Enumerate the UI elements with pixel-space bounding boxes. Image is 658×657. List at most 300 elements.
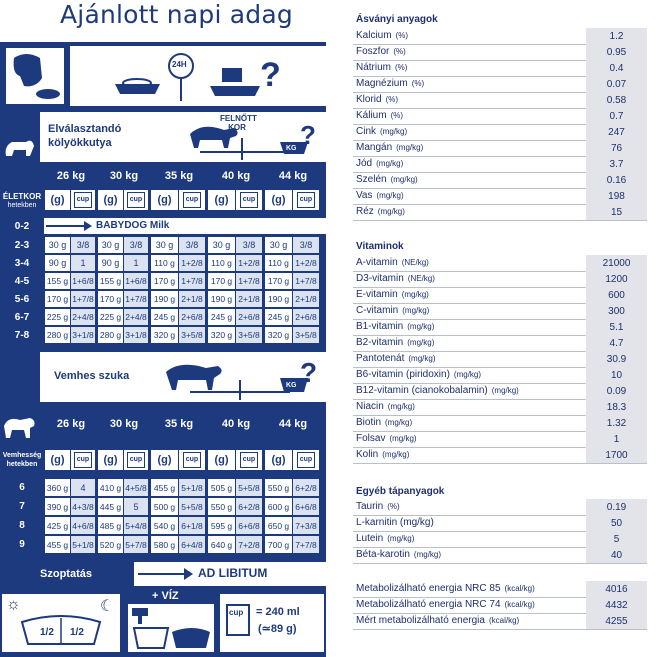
cups-cell: 7+2/8 (236, 536, 262, 553)
grams-cell: 30 g (208, 237, 235, 253)
nutrient-name: Béta-karotin (356, 549, 410, 560)
nutrient-value: 1700 (586, 447, 647, 463)
preg-weight-26: 26 kg (56, 418, 86, 430)
grams-cell: 410 g (98, 479, 123, 496)
kg-label: KG (286, 145, 297, 152)
grams-cell: 110 g (208, 255, 235, 271)
grams-header: (g) (45, 190, 70, 210)
cups-cell: 2+6/8 (179, 309, 205, 325)
nutrient-unit: (mg/kg) (396, 143, 424, 152)
nutrient-name: Taurin (356, 501, 384, 512)
svg-text:?: ? (300, 120, 316, 150)
grams-cell: 485 g (98, 517, 123, 534)
nutrient-row (353, 597, 647, 614)
cups-cell: 1+7/8 (124, 291, 148, 307)
feeding-row (0, 236, 326, 254)
nutrient-unit: (mg/kg) (382, 450, 410, 459)
nutrient-value: 0.09 (586, 383, 647, 399)
nutrient-value: 0.4 (586, 60, 647, 76)
cups-cell: 7+3/8 (293, 517, 319, 534)
nutrient-unit: (mg/kg) (413, 550, 442, 559)
nutrient-name: Klorid (356, 94, 382, 105)
feeding-row (0, 478, 326, 497)
adult-dog-scale-icon (180, 114, 320, 160)
nutrient-unit: (%) (385, 95, 399, 104)
pregnant-dog-scale-icon (160, 354, 320, 400)
weight-40: 40 kg (221, 170, 251, 182)
nutrient-value: 4255 (586, 613, 647, 629)
nutrient-unit: (%) (395, 31, 409, 40)
cup-icon: cup (293, 190, 319, 210)
nutrient-row (353, 124, 647, 141)
nutrient-row (353, 367, 647, 384)
age-label: ÉLETKOR (2, 192, 42, 201)
cup-icon: cup (236, 450, 262, 470)
nutrient-name: Foszfor (356, 46, 390, 57)
nutrient-row (353, 76, 647, 93)
weight-35: 35 kg (164, 170, 194, 182)
nutrient-name: Magnézium (356, 78, 408, 89)
nutrient-name: E-vitamin (356, 289, 398, 300)
nutrient-name: Lutein (356, 533, 384, 544)
grams-cell: 505 g (208, 479, 235, 496)
nutrient-value: 1200 (586, 271, 647, 287)
row-age: 2-3 (14, 239, 30, 251)
nutrient-unit: (NE/kg) (401, 258, 429, 267)
feeding-row (0, 326, 326, 344)
nutrient-value: 5 (586, 531, 647, 547)
nutrient-row (353, 255, 647, 272)
grams-cell: 520 g (98, 536, 123, 553)
grams-header: (g) (208, 190, 235, 210)
grams-cell: 30 g (98, 237, 123, 253)
grams-cell: 320 g (151, 327, 178, 343)
nutrient-unit: (kcal/kg) (504, 584, 535, 593)
grams-cell: 110 g (265, 255, 292, 271)
nutrient-name: Cink (356, 126, 377, 137)
cups-cell: 4+5/8 (124, 479, 148, 496)
grams-cell: 30 g (45, 237, 70, 253)
nutrient-name: Kalcium (356, 30, 392, 41)
nutrient-unit: (mg/kg) (389, 434, 417, 443)
feeding-row (0, 290, 326, 308)
row-age: 7-8 (14, 329, 30, 341)
grams-cell: 170 g (151, 273, 178, 289)
nutrient-value: 0.7 (586, 108, 647, 124)
milk-age: 0-2 (0, 218, 44, 234)
cups-cell: 5+5/8 (236, 479, 262, 496)
cups-cell: 1+2/8 (236, 255, 262, 271)
grams-cell: 225 g (98, 309, 123, 325)
cups-cell: 5+1/8 (179, 479, 205, 496)
grams-cell: 320 g (208, 327, 235, 343)
nutrient-name: Nátrium (356, 62, 392, 73)
nutrient-row (353, 531, 647, 548)
svg-text:?: ? (300, 357, 318, 388)
nutrient-name: L-karnitin (mg/kg) (356, 517, 434, 528)
cups-cell: 5+4/8 (124, 517, 148, 534)
nutrient-row (353, 172, 647, 189)
nutrient-name: A-vitamin (356, 257, 398, 268)
cups-cell: 3/8 (236, 237, 262, 253)
page-title: Ajánlott napi adag (60, 0, 293, 29)
grams-cell: 245 g (208, 309, 235, 325)
cups-cell: 3+5/8 (179, 327, 205, 343)
nutrient-name: D3-vitamin (356, 273, 404, 284)
grams-cell: 190 g (151, 291, 178, 307)
cups-cell: 3+5/8 (293, 327, 319, 343)
nutrient-unit: (%) (387, 502, 400, 511)
nutrient-row (353, 415, 647, 432)
nutrient-row (353, 156, 647, 173)
nutrient-name: Kolin (356, 449, 379, 460)
cups-cell: 1+2/8 (179, 255, 205, 271)
nutrient-row (353, 581, 647, 598)
grams-cell: 600 g (265, 498, 292, 515)
nutrient-row (353, 547, 647, 564)
grams-cell: 245 g (265, 309, 292, 325)
lactation-row (0, 562, 326, 586)
grams-cell: 170 g (98, 291, 123, 307)
grams-header: (g) (98, 450, 123, 470)
nutrient-value: 1.2 (586, 28, 647, 44)
nutrient-unit: (mg/kg) (387, 534, 415, 543)
row-age: 8 (19, 520, 25, 531)
nutrient-unit: (NE/kg) (407, 274, 435, 283)
grams-cell: 280 g (45, 327, 70, 343)
cup-icon: cup (71, 190, 95, 210)
puppy-header (0, 108, 326, 166)
grams-cell: 90 g (98, 255, 123, 271)
grams-cell: 360 g (45, 479, 70, 496)
feeding-row (0, 308, 326, 326)
adult-label: FELNŐTT KOR (220, 114, 257, 132)
grams-cell: 225 g (45, 309, 70, 325)
cups-cell: 6+4/8 (179, 536, 205, 553)
24h-label: 24H (172, 60, 187, 69)
nutrient-unit: (mg/kg) (407, 338, 435, 347)
grams-header: (g) (265, 450, 292, 470)
nutrient-unit: (mg/kg) (407, 322, 435, 331)
cups-cell: 3+5/8 (236, 327, 262, 343)
grams-cell: 640 g (208, 536, 235, 553)
water-tap-icon (124, 590, 216, 655)
half-1: 1/2 (40, 627, 54, 638)
daily-ration-icon (70, 46, 326, 106)
cups-cell: 1+2/8 (293, 255, 319, 271)
nutrient-row (353, 515, 647, 532)
nutrient-unit: (mg/kg) (376, 159, 404, 168)
nutrient-value: 5.1 (586, 319, 647, 335)
preg-weight-30: 30 kg (109, 418, 139, 430)
cup-equivalence (220, 594, 324, 652)
half-2: 1/2 (70, 627, 84, 638)
nutrient-name: C-vitamin (356, 305, 399, 316)
dog-head-bowl-icon (6, 48, 64, 104)
nutrient-name: B2-vitamin (356, 337, 404, 348)
nutrient-unit: (mg/kg) (385, 418, 413, 427)
grams-cell: 550 g (208, 498, 235, 515)
nutrient-unit: (%) (395, 63, 408, 72)
grams-cell: 170 g (208, 273, 235, 289)
grams-cell: 425 g (45, 517, 70, 534)
grams-cell: 190 g (208, 291, 235, 307)
cups-cell: 5+7/8 (124, 536, 148, 553)
cups-cell: 4+6/8 (71, 517, 95, 534)
nutrient-name: Mért metabolizálható energia (356, 615, 485, 626)
grams-header: (g) (265, 190, 292, 210)
nutrient-unit: (mg/kg) (453, 370, 482, 379)
minerals-title: Ásványi anyagok (356, 14, 438, 25)
cup-icon: cup (124, 190, 148, 210)
cups-cell: 4 (71, 479, 95, 496)
milk-row (0, 218, 326, 234)
feeding-row (0, 516, 326, 535)
nutrient-unit: (mg/kg) (402, 306, 430, 315)
nutrient-value: 247 (586, 124, 647, 140)
nutrient-row (353, 60, 647, 77)
nutrient-unit: (kcal/kg) (504, 600, 535, 609)
nutrient-unit: (mg/kg) (408, 354, 436, 363)
cups-cell: 1+6/8 (71, 273, 95, 289)
preg-weight-44: 44 kg (278, 418, 308, 430)
row-age: 6-7 (14, 311, 30, 323)
cups-cell: 3+1/8 (124, 327, 148, 343)
cup-icon: cup (71, 450, 95, 470)
nutrient-unit: (%) (393, 47, 406, 56)
grams-cell: 30 g (151, 237, 178, 253)
footer (0, 590, 326, 657)
nutrient-row (353, 271, 647, 288)
pregnancy-sub-label: hetekben (6, 461, 38, 468)
nutrient-value: 18.3 (586, 399, 647, 415)
cups-cell: 2+1/8 (179, 291, 205, 307)
nutrient-row (353, 303, 647, 320)
nutrient-name: B1-vitamin (356, 321, 404, 332)
nutrient-name: Szelén (356, 174, 387, 185)
age-sub-label: hetekben (7, 202, 37, 209)
feeding-row (0, 254, 326, 272)
grams-cell: 595 g (208, 517, 235, 534)
pregnancy-label: Vemhesség (2, 452, 42, 459)
puppy-heading: Elválasztandó kölyökkutya (48, 123, 122, 149)
nutrient-name: Vas (356, 190, 373, 201)
nutrient-value: 198 (586, 188, 647, 204)
nutrient-value: 600 (586, 287, 647, 303)
water-label: + VÍZ (152, 590, 179, 602)
row-age: 3-4 (14, 257, 30, 269)
sun-icon: ☼ (6, 596, 21, 613)
cups-cell: 2+4/8 (124, 309, 148, 325)
cups-cell: 3/8 (124, 237, 148, 253)
nutrient-name: B6-vitamin (piridoxin) (356, 369, 450, 380)
nutrient-row (353, 92, 647, 109)
row-age: 5-6 (14, 293, 30, 305)
row-age: 4-5 (14, 275, 30, 287)
cups-cell: 2+6/8 (293, 309, 319, 325)
grams-cell: 455 g (151, 479, 178, 496)
nutrient-name: Niacin (356, 401, 384, 412)
milk-label: BABYDOG Milk (96, 220, 170, 231)
nutrient-row (353, 319, 647, 336)
lactation-label: Szoptatás (40, 568, 92, 580)
cups-cell: 2+4/8 (71, 309, 95, 325)
cup-icon: cup (179, 450, 205, 470)
cups-cell: 3+1/8 (71, 327, 95, 343)
nutrient-value: 4432 (586, 597, 647, 613)
nutrient-value: 4.7 (586, 335, 647, 351)
nutrient-value: 4016 (586, 581, 647, 597)
nutrient-value: 3.7 (586, 156, 647, 172)
nutrient-unit: (mg/kg) (390, 175, 418, 184)
nutrient-row (353, 335, 647, 352)
nutrient-name: Pantotenát (356, 353, 405, 364)
row-age: 9 (19, 539, 25, 550)
cups-cell: 2+6/8 (236, 309, 262, 325)
cup-icon: cup (124, 450, 148, 470)
nutrient-value: 15 (586, 204, 647, 220)
nutrient-value: 0.19 (586, 499, 647, 515)
nutrient-unit: (kcal/kg) (488, 616, 520, 625)
moon-icon: ☾ (100, 598, 115, 615)
nutrient-value: 0.16 (586, 172, 647, 188)
nutrient-row (353, 351, 647, 368)
nutrient-row (353, 287, 647, 304)
cup-ml: = 240 ml (256, 606, 300, 618)
grams-cell: 700 g (265, 536, 292, 553)
cups-cell: 6+6/8 (236, 517, 262, 534)
nutrient-name: Kálium (356, 110, 387, 121)
pregnant-kg-label: KG (286, 382, 297, 389)
feeding-row (0, 272, 326, 290)
preg-weight-35: 35 kg (164, 418, 194, 430)
grams-cell: 390 g (45, 498, 70, 515)
nutrient-row (353, 447, 647, 464)
nutrient-unit: (mg/kg) (380, 127, 408, 136)
nutrient-name: Metabolizálható energia NRC 74 (356, 599, 501, 610)
nutrient-unit: (mg/kg) (491, 386, 519, 395)
vitamins-title: Vitaminok (356, 241, 404, 252)
puppy-icon (0, 108, 40, 166)
grams-header: (g) (208, 450, 235, 470)
svg-text:?: ? (260, 56, 281, 94)
grams-cell: 580 g (151, 536, 178, 553)
nutrient-unit: (mg/kg) (377, 207, 405, 216)
arrow-icon (46, 225, 86, 227)
cups-cell: 1+6/8 (124, 273, 148, 289)
grams-cell: 155 g (45, 273, 70, 289)
grams-cell: 30 g (265, 237, 292, 253)
feeding-row (0, 497, 326, 516)
cups-cell: 5 (124, 498, 148, 515)
cups-cell: 1+7/8 (236, 273, 262, 289)
nutrient-value: 10 (586, 367, 647, 383)
cups-cell: 2+1/8 (293, 291, 319, 307)
feeding-table (0, 42, 326, 657)
dog-icon (0, 406, 40, 444)
lactation-value: AD LIBITUM (198, 566, 268, 580)
nutrient-row (353, 499, 647, 516)
nutrient-name: Folsav (356, 433, 386, 444)
row-age: 7 (19, 501, 25, 512)
nutrient-name: Réz (356, 206, 374, 217)
nutrient-value: 0.07 (586, 76, 647, 92)
grams-cell: 550 g (265, 479, 292, 496)
nutrient-unit: (%) (411, 79, 425, 88)
grams-cell: 170 g (45, 291, 70, 307)
nutrient-row (353, 431, 647, 448)
header-icons (0, 42, 326, 108)
grams-cell: 110 g (151, 255, 178, 271)
grams-cell: 90 g (45, 255, 70, 271)
puppy-weights (0, 166, 326, 186)
nutrient-row (353, 140, 647, 157)
grams-cell: 500 g (151, 498, 178, 515)
cups-cell: 1+7/8 (71, 291, 95, 307)
weight-30: 30 kg (109, 170, 139, 182)
nutrient-row (353, 613, 647, 630)
grams-header: (g) (151, 450, 178, 470)
nutrient-value: 30.9 (586, 351, 647, 367)
grams-cell: 320 g (265, 327, 292, 343)
cups-cell: 1+7/8 (293, 273, 319, 289)
cups-cell: 3/8 (179, 237, 205, 253)
cup-g: (≃89 g) (258, 623, 297, 635)
grams-header: (g) (151, 190, 178, 210)
cup-icon: cup (226, 604, 250, 636)
nutrient-row (353, 383, 647, 400)
grams-header: (g) (45, 450, 70, 470)
grams-cell: 445 g (98, 498, 123, 515)
preg-weight-40: 40 kg (221, 418, 251, 430)
grams-cell: 540 g (151, 517, 178, 534)
nutrient-value: 50 (586, 515, 647, 531)
nutrient-row (353, 108, 647, 125)
nutrient-name: Metabolizálható energia NRC 85 (356, 583, 501, 594)
nutrient-row (353, 44, 647, 61)
grams-header: (g) (98, 190, 123, 210)
nutrient-name: Jód (356, 158, 373, 169)
grams-cell: 170 g (265, 273, 292, 289)
nutrient-row (353, 28, 647, 45)
cups-cell: 6+1/8 (179, 517, 205, 534)
grams-cell: 455 g (45, 536, 70, 553)
puppy-unit-row (0, 188, 326, 214)
weight-44: 44 kg (278, 170, 308, 182)
cup-icon: cup (179, 190, 205, 210)
nutrient-value: 0.95 (586, 44, 647, 60)
feeding-row (0, 535, 326, 554)
pregnant-header (0, 348, 326, 406)
nutrient-row (353, 204, 647, 221)
nutrient-unit: (mg/kg) (376, 191, 404, 200)
nutrient-value: 1 (586, 431, 647, 447)
cups-cell: 6+6/8 (293, 498, 319, 515)
cup-icon: cup (293, 450, 319, 470)
cup-icon: cup (236, 190, 262, 210)
pregnant-heading: Vemhes szuka (54, 370, 130, 382)
nutrient-row (353, 399, 647, 416)
grams-cell: 190 g (265, 291, 292, 307)
row-age: 6 (19, 482, 25, 493)
cups-cell: 6+2/8 (293, 479, 319, 496)
pregnant-weights (0, 406, 326, 444)
cups-cell: 4+3/8 (71, 498, 95, 515)
nutrient-name: B12-vitamin (cianokobalamin) (356, 385, 488, 396)
nutrient-value: 300 (586, 303, 647, 319)
nutrient-unit: (mg/kg) (401, 290, 429, 299)
grams-cell: 245 g (151, 309, 178, 325)
